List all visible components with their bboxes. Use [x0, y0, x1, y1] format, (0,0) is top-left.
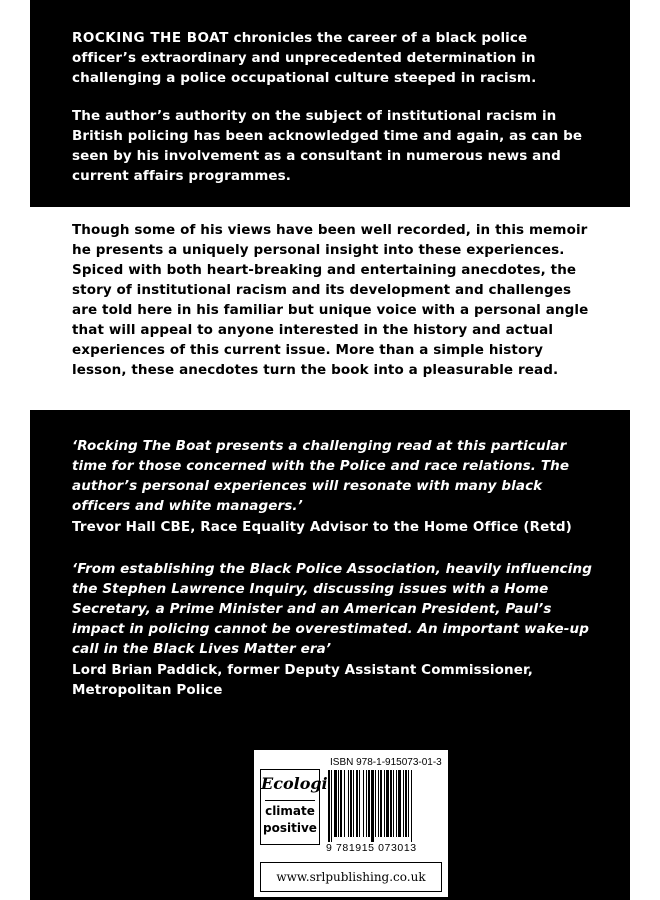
ecologi-badge: [260, 769, 328, 845]
endorsement-quote-1: ‘Rocking The Boat presents a challenging read at this particular time for those concerned with the Police and race relations. The author’s personal experiences will resonate with many black officers and white managers.’: [72, 438, 570, 514]
intro-section: [30, 0, 630, 207]
endorsements-section: [30, 410, 630, 900]
barcode-panel: [254, 750, 448, 897]
publisher-website: www.srlpublishing.co.uk: [260, 862, 442, 892]
memoir-section: [30, 207, 630, 410]
ecologi-divider: [265, 800, 315, 801]
isbn-label: ISBN 978-1-915073-01-3: [330, 757, 442, 768]
intro-paragraph: [72, 28, 592, 88]
ecologi-line-2: positive: [263, 821, 317, 835]
endorsement-attribution-2: Lord Brian Paddick, former Deputy Assistant Commissioner, Metropolitan Police: [72, 662, 533, 698]
barcode-graphic: [327, 770, 442, 842]
memoir-paragraph: Though some of his views have been well recorded, in this memoir he presents a uniquely personal insight into these experiences. Spiced with both heart-breaking and entertaining anecdotes, the story of institutional racism and its development and challenges are told here in his familiar but unique voice with a personal angle that will appeal to anyone interested in the history and actual experiences of this current issue. More than a simple history lesson, these anecdotes turn the book into a pleasurable read.: [72, 222, 589, 378]
back-cover: [30, 0, 630, 900]
ecologi-line-1: climate: [265, 804, 315, 818]
ecologi-logo: Ecologi: [261, 774, 328, 793]
book-title: ROCKING THE BOAT: [72, 30, 229, 46]
isbn-digits: 9 781915 073013: [326, 842, 417, 854]
authority-paragraph: The author’s authority on the subject of institutional racism in British policing has been acknowledged time and again, as can be seen by his involvement as a consultant in numerous news and current affairs programmes.: [72, 108, 583, 184]
intro-paragraph-text: chronicles the career of a black police officer’s extraordinary and unprecedented determination in challenging a police occupational culture steeped in racism.: [72, 30, 537, 86]
endorsement-quote-2: ‘From establishing the Black Police Association, heavily influencing the Stephen Lawrence Inquiry, discussing issues with a Home Secretary, a Prime Minister and an American President, Paul’s impact in policing cannot be overestimated. An important wake-up call in the Black Lives Matter era’: [72, 561, 592, 657]
endorsement-attribution-1: Trevor Hall CBE, Race Equality Advisor to the Home Office (Retd): [72, 519, 572, 535]
